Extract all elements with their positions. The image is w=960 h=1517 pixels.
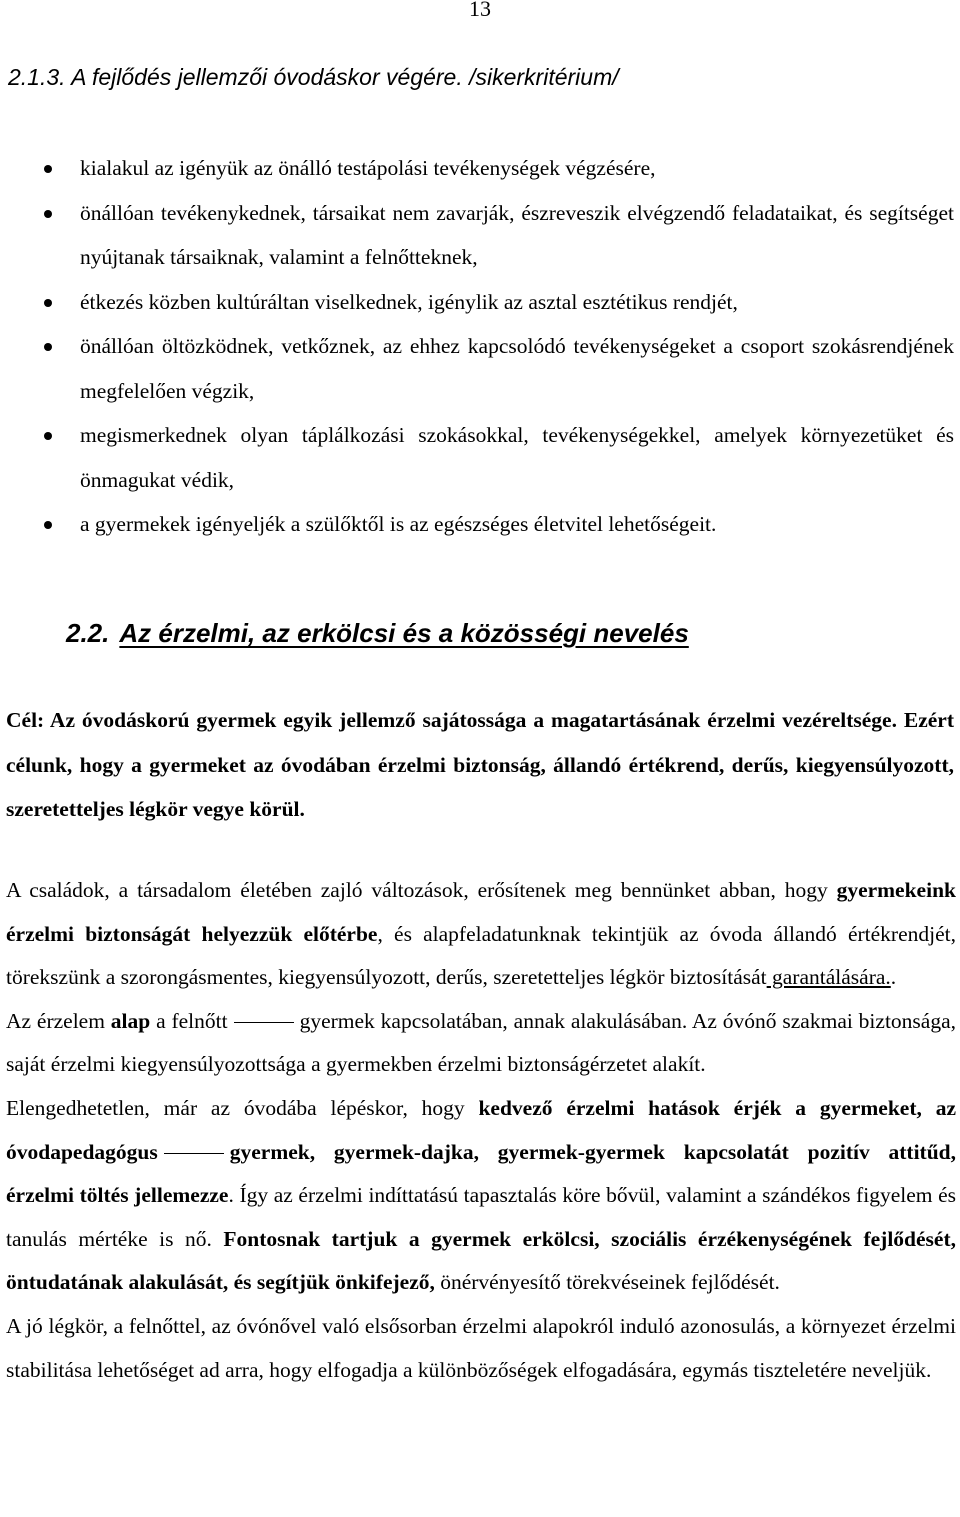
emphasis: alap xyxy=(110,1008,151,1033)
section-heading-2-2 xyxy=(66,618,689,649)
emphasis: kedvező érzelmi hatások érjék a gyermeket, az óvodapedagógus gyermek, gyermek-dajka, gyermek-gyermek kapcsolatát pozitív attitűd, érzelmi töltés jellemezze xyxy=(6,1095,956,1208)
paragraph: Elengedhetetlen, már az óvodába lépéskor, hogy kedvező érzelmi hatások érjék a gyermeket, az óvodapedagógus gyermek, gyermek-dajka, gyermek-gyermek kapcsolatát pozitív attitűd, érzelmi töltés jellemezze. Így az érzelmi indíttatású tapasztalás köre bővül, valamint a szándékos figyelem és tanulás mértéke is nő. Fontosnak tartjuk a gyermek erkölcsi, szociális érzékenységének fejlődését, öntudatának alakulását, és segítjük önkifejező, önérvényesítő törekvéseinek fejlődését. xyxy=(6,1095,956,1295)
goal-paragraph: Cél: Az óvodáskorú gyermek egyik jellemző sajátossága a magatartásának érzelmi vezéreltsége. Ezért célunk, hogy a gyermeket az óvodában érzelmi biztonság, állandó értékrend, derűs, kiegyensúlyozott, szeretetteljes légkör vegye körül. xyxy=(6,708,954,821)
list-item: a gyermekek igényeljék a szülőktől is az egészséges életvitel lehetőségeit. xyxy=(0,502,960,547)
bullet-icon xyxy=(44,165,52,173)
page-number: 13 xyxy=(469,0,491,21)
section-number: 2.2. xyxy=(66,618,110,648)
body-text xyxy=(6,869,956,1392)
bullet-icon xyxy=(44,432,52,440)
list-item: önállóan tevékenykednek, társaikat nem zavarják, észreveszik elvégzendő feladataikat, és segítséget nyújtanak társaiknak, valamint a felnőtteknek, xyxy=(0,191,960,280)
bullet-icon xyxy=(44,299,52,307)
paragraph: A jó légkör, a felnőttel, az óvónővel való elsősorban érzelmi alapokról induló azonosulás, a környezet érzelmi stabilitása lehetőséget ad arra, hogy elfogadja a különbözőségek elfogadására, egymás tiszteletére neveljük. xyxy=(6,1313,956,1382)
dash-line xyxy=(234,1022,294,1023)
section-title: Az érzelmi, az erkölcsi és a közösségi nevelés xyxy=(119,618,689,648)
success-criteria-list xyxy=(0,146,960,547)
bullet-icon xyxy=(44,343,52,351)
underlined-text: garantálására. xyxy=(766,965,891,990)
emphasis: Fontosnak tartjuk a gyermek erkölcsi, szociális érzékenységének fejlődését, öntudatának alakulását, és segítjük önkifejező, xyxy=(6,1226,956,1295)
section-heading-2-1-3: 2.1.3. A fejlődés jellemzői óvodáskor végére. /sikerkritérium/ xyxy=(8,64,619,90)
list-item: megismerkednek olyan táplálkozási szokásokkal, tevékenységekkel, amelyek környezetüket és önmagukat védik, xyxy=(0,413,960,502)
bullet-icon xyxy=(44,521,52,529)
paragraph: A családok, a társadalom életében zajló változások, erősítenek meg bennünket abban, hogy gyermekeink érzelmi biztonságát helyezzük előtérbe, és alapfeladatunknak tekintjük az óvoda állandó értékrendjét, törekszünk a szorongásmentes, kiegyensúlyozott, derűs, szeretetteljes légkör biztosítását garantálására.. xyxy=(6,878,956,990)
list-item: önállóan öltözködnek, vetkőznek, az ehhez kapcsolódó tevékenységeket a csoport szokásrendjének megfelelően végzik, xyxy=(0,324,960,413)
paragraph: Az érzelem alap a felnőtt gyermek kapcsolatában, annak alakulásában. Az óvónő szakmai biztonsága, saját érzelmi kiegyensúlyozottsága a gyermekben érzelmi biztonságérzetet alakít. xyxy=(6,1008,956,1077)
dash-line xyxy=(164,1153,224,1154)
list-item: étkezés közben kultúráltan viselkednek, igénylik az asztal esztétikus rendjét, xyxy=(0,280,960,325)
list-item: kialakul az igényük az önálló testápolási tevékenységek végzésére, xyxy=(0,146,960,191)
bullet-icon xyxy=(44,210,52,218)
emphasis: gyermekeink érzelmi biztonságát helyezzük előtérbe xyxy=(6,878,956,946)
